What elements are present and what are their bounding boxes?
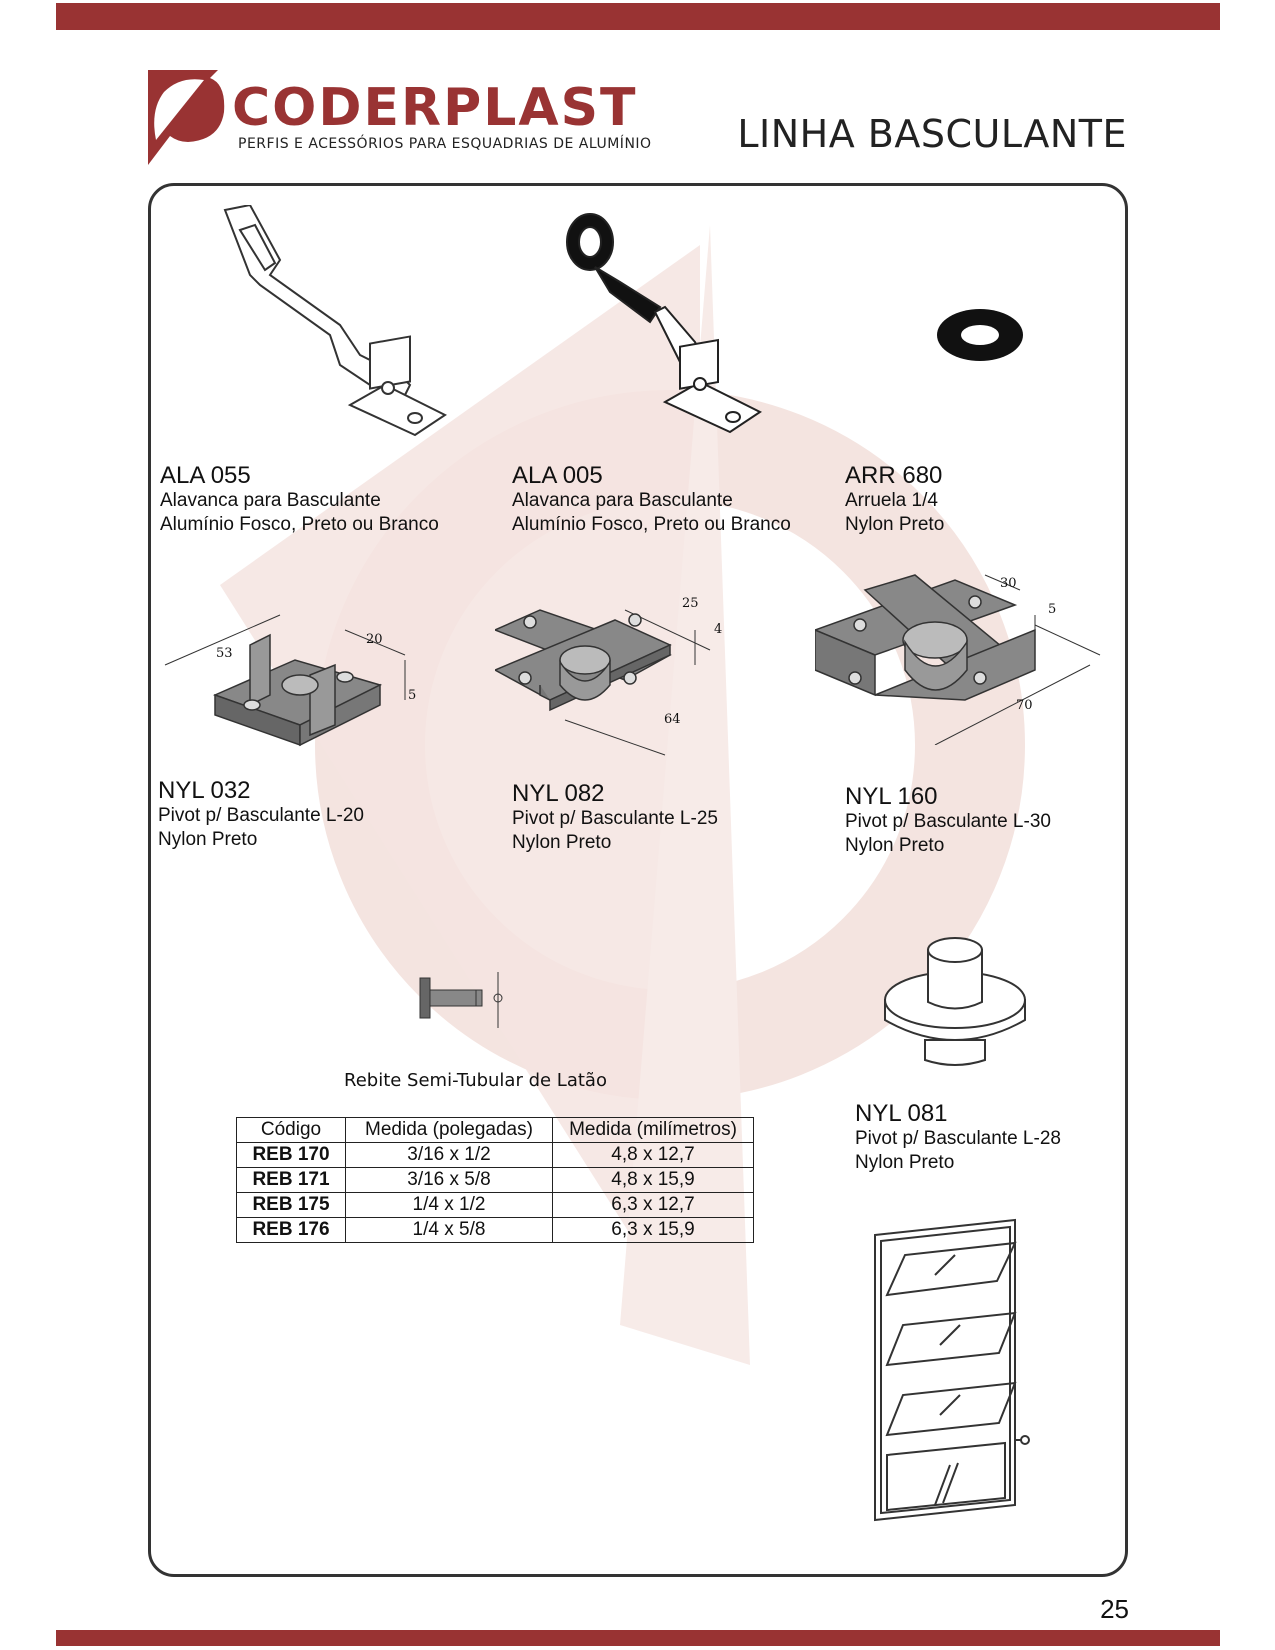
product-description: Pivot p/ Basculante L-20 xyxy=(158,805,364,826)
table-cell-inches: 1/4 x 1/2 xyxy=(346,1193,553,1218)
bottom-bar xyxy=(56,1630,1220,1646)
round-pivot-icon xyxy=(880,930,1030,1070)
table-cell-inches: 1/4 x 5/8 xyxy=(346,1218,553,1243)
product-nyl-082 xyxy=(512,780,718,855)
rivet-table xyxy=(236,1117,754,1243)
dimension-label: 5 xyxy=(408,688,417,703)
brand-tagline: PERFIS E ACESSÓRIOS PARA ESQUADRIAS DE ALUMÍNIO xyxy=(238,136,652,152)
table-cell-code: REB 176 xyxy=(237,1218,346,1243)
product-description: Pivot p/ Basculante L-28 xyxy=(855,1128,1061,1149)
column-header: Medida (polegadas) xyxy=(346,1118,553,1143)
product-nyl-081 xyxy=(855,1100,1061,1175)
table-row xyxy=(237,1193,754,1218)
table-row xyxy=(237,1143,754,1168)
dimension-label: 20 xyxy=(366,632,383,647)
dimension-label: 5 xyxy=(1048,602,1057,617)
table-cell-inches: 3/16 x 1/2 xyxy=(346,1143,553,1168)
table-cell-mm: 4,8 x 12,7 xyxy=(553,1143,754,1168)
product-description: Pivot p/ Basculante L-30 xyxy=(845,811,1051,832)
product-description: Pivot p/ Basculante L-25 xyxy=(512,808,718,829)
dimension-label: 30 xyxy=(1000,576,1017,591)
column-header: Código xyxy=(237,1118,346,1143)
dimension-label: 64 xyxy=(664,712,681,727)
product-code: ALA 055 xyxy=(160,462,251,489)
product-finish: Nylon Preto xyxy=(845,514,945,535)
table-cell-mm: 6,3 x 15,9 xyxy=(553,1218,754,1243)
pivot-icon xyxy=(495,590,745,760)
brand-name: CODERPLAST xyxy=(232,78,638,138)
table-cell-code: REB 171 xyxy=(237,1168,346,1193)
product-arr-680 xyxy=(845,462,944,537)
dimension-label: 70 xyxy=(1016,698,1033,713)
rivet-caption: Rebite Semi-Tubular de Latão xyxy=(344,1070,607,1091)
product-finish: Nylon Preto xyxy=(158,829,258,850)
top-bar xyxy=(56,3,1220,30)
product-finish: Nylon Preto xyxy=(855,1152,955,1173)
pivot-icon xyxy=(815,570,1105,745)
product-finish: Nylon Preto xyxy=(845,835,945,856)
product-code: NYL 032 xyxy=(158,777,251,804)
product-description: Alavanca para Basculante xyxy=(160,490,381,511)
dimension-label: 25 xyxy=(682,596,699,611)
table-row xyxy=(237,1218,754,1243)
page-title: LINHA BASCULANTE xyxy=(737,112,1127,156)
lever-handle-dark-icon xyxy=(565,212,775,457)
table-cell-mm: 6,3 x 12,7 xyxy=(553,1193,754,1218)
table-cell-mm: 4,8 x 15,9 xyxy=(553,1168,754,1193)
product-description: Arruela 1/4 xyxy=(845,490,938,511)
page-number: 25 xyxy=(1100,1594,1129,1624)
product-finish: Nylon Preto xyxy=(512,832,612,853)
product-description: Alavanca para Basculante xyxy=(512,490,733,511)
table-cell-code: REB 175 xyxy=(237,1193,346,1218)
dimension-label: 4 xyxy=(714,622,723,637)
product-code: ALA 005 xyxy=(512,462,603,489)
product-nyl-032 xyxy=(158,777,364,852)
product-ala-005 xyxy=(512,462,791,537)
pivot-icon xyxy=(160,605,420,775)
table-row xyxy=(237,1168,754,1193)
column-header: Medida (milímetros) xyxy=(553,1118,754,1143)
lever-handle-icon xyxy=(220,205,460,455)
product-finish: Alumínio Fosco, Preto ou Branco xyxy=(160,514,439,535)
table-cell-code: REB 170 xyxy=(237,1143,346,1168)
table-cell-inches: 3/16 x 5/8 xyxy=(346,1168,553,1193)
table-header-row xyxy=(237,1118,754,1143)
product-finish: Alumínio Fosco, Preto ou Branco xyxy=(512,514,791,535)
rivet-icon xyxy=(418,970,510,1030)
washer-icon xyxy=(935,305,1025,365)
product-code: NYL 082 xyxy=(512,780,605,807)
window-icon xyxy=(865,1215,1050,1530)
product-code: ARR 680 xyxy=(845,462,943,489)
product-ala-055 xyxy=(160,462,439,537)
dimension-label: 53 xyxy=(216,646,233,661)
product-code: NYL 160 xyxy=(845,783,938,810)
product-code: NYL 081 xyxy=(855,1100,948,1127)
product-nyl-160 xyxy=(845,783,1051,858)
